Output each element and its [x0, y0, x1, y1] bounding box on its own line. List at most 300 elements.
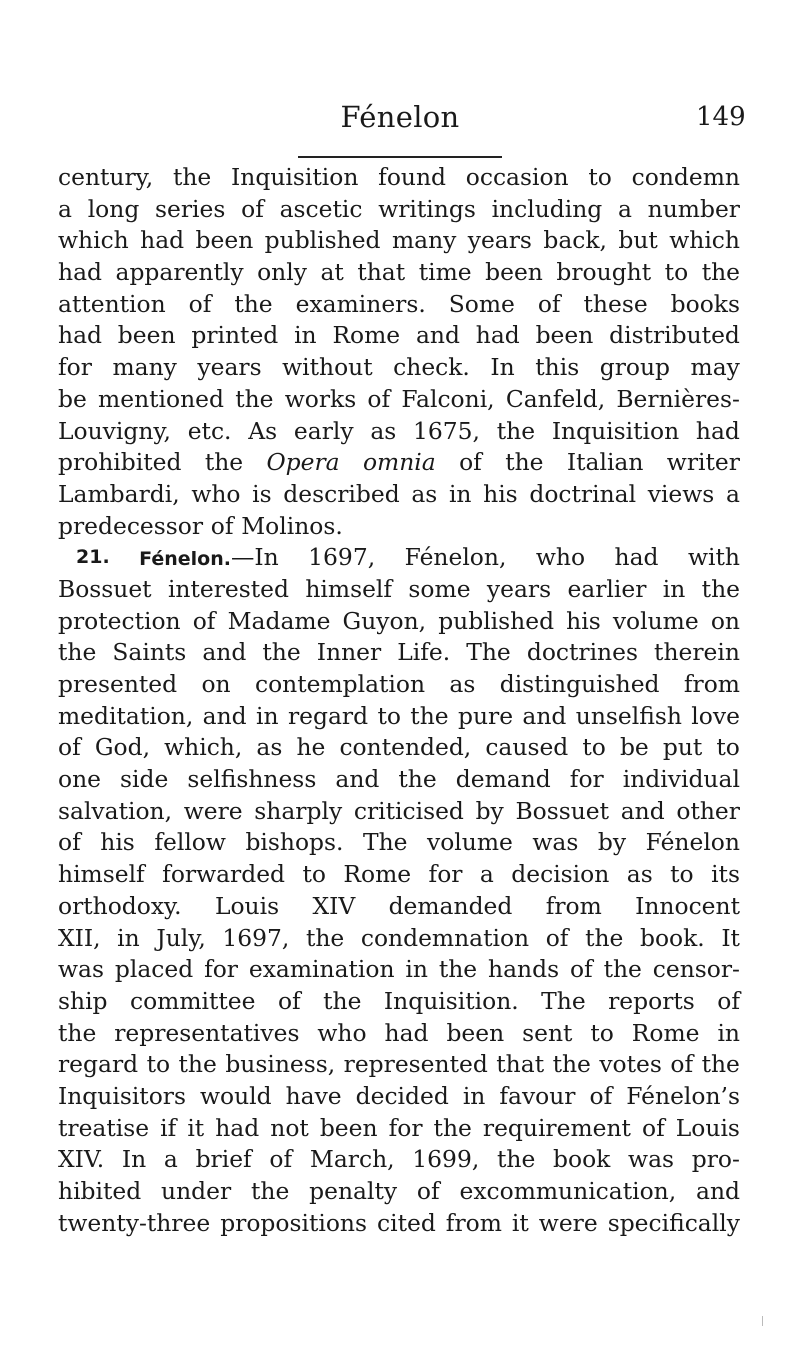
word: had [384, 1018, 429, 1047]
word: criticised [353, 796, 464, 825]
text-line [58, 1144, 740, 1176]
word: Louis [675, 1113, 740, 1142]
word: selfishness [187, 765, 317, 794]
word: if [160, 1113, 177, 1142]
word: he [296, 733, 326, 762]
word: it [187, 1113, 205, 1142]
body-text [58, 162, 740, 1239]
word: brought [556, 258, 652, 287]
word: of [641, 1113, 665, 1142]
word: regard [58, 1050, 139, 1079]
word: salvation, [58, 796, 173, 825]
word: with [688, 543, 740, 572]
word: Italian [566, 448, 644, 477]
word: specifically [607, 1208, 740, 1237]
word: Fénelon’s [626, 1081, 740, 1110]
word: As [248, 416, 278, 445]
word: in [448, 479, 472, 508]
word: hands [488, 955, 560, 984]
text-line [58, 574, 740, 606]
word: and [202, 638, 247, 667]
word: a [58, 194, 72, 223]
word: sharply [254, 796, 343, 825]
word: and [696, 1177, 740, 1205]
word: interested [167, 574, 289, 603]
word: In [121, 1145, 147, 1174]
word: the [701, 258, 740, 287]
word: published [264, 226, 381, 255]
word: Louis [214, 891, 280, 920]
word: votes [599, 1050, 662, 1079]
word: the [234, 289, 273, 318]
word: decided [355, 1081, 449, 1110]
word: doctrinal [529, 479, 637, 508]
word: Opera [266, 448, 340, 477]
word: side [120, 765, 169, 794]
word: and [620, 796, 665, 825]
word: had [58, 321, 102, 350]
text-line [58, 447, 740, 479]
text-line [58, 479, 740, 511]
word: years [197, 353, 262, 382]
word: The [466, 638, 511, 667]
word: to [582, 733, 606, 762]
word: to [377, 701, 401, 730]
word: Molinos. [241, 511, 343, 540]
word: was [58, 955, 104, 984]
word: have [285, 1081, 342, 1110]
word: requirement [482, 1113, 631, 1142]
text-line [58, 194, 740, 226]
word: and [335, 765, 380, 794]
word: of [589, 1081, 613, 1110]
word: to [588, 163, 612, 191]
word: cited [377, 1208, 436, 1237]
text-line [58, 1018, 740, 1050]
word: Louvigny, [58, 416, 171, 445]
word: had [614, 543, 659, 572]
word: book. [639, 923, 705, 952]
word: condemn [631, 163, 740, 191]
word: the [323, 986, 362, 1015]
word: Fénelon, [404, 543, 507, 572]
word: series [155, 194, 226, 223]
word: demanded [388, 891, 513, 920]
word: but [618, 226, 658, 255]
word: the [410, 701, 449, 730]
word: 1697, [308, 543, 376, 572]
word: be [58, 384, 87, 413]
word: examination [248, 955, 395, 984]
word: the [172, 163, 212, 191]
word: presented [58, 670, 178, 698]
word: Bossuet [58, 574, 152, 603]
word: examiners. [295, 289, 426, 318]
word: Inquisitors [58, 1081, 186, 1110]
word: attention [58, 289, 166, 318]
word: and [202, 701, 247, 730]
word: of [569, 955, 593, 984]
word: the [58, 638, 97, 667]
page-header [0, 98, 800, 146]
word: for [204, 955, 238, 984]
word: The [362, 828, 408, 857]
word: Madame [227, 606, 331, 635]
word: Innocent [635, 891, 740, 920]
scan-mark [762, 1316, 763, 1326]
word: years [486, 574, 552, 603]
word: on [201, 670, 231, 698]
word: the [204, 448, 244, 477]
word: of [241, 194, 264, 223]
page-number: 149 [696, 102, 746, 132]
word: of [58, 828, 81, 857]
word: writer [666, 448, 740, 477]
word: his [483, 479, 518, 508]
word: omnia [362, 448, 436, 477]
word: March, [309, 1145, 395, 1174]
word: the [603, 955, 642, 984]
word: orthodoxy. [58, 891, 182, 920]
word: a [617, 194, 632, 223]
word: number [647, 194, 740, 223]
word: one [58, 765, 101, 794]
text-line [58, 1049, 740, 1081]
word: for [569, 765, 604, 794]
text-line [58, 637, 740, 669]
word: from [683, 670, 740, 698]
word: Some [448, 289, 515, 318]
word: his [566, 606, 601, 635]
word: of [545, 923, 569, 952]
word: Inner [316, 638, 382, 667]
word: penalty [309, 1177, 398, 1205]
word: who [535, 543, 586, 572]
text-line [58, 669, 740, 701]
word: July, [156, 923, 206, 952]
word: been [446, 1018, 505, 1047]
word: etc. [187, 416, 232, 445]
word: distributed [609, 321, 740, 350]
word: the [496, 416, 536, 445]
word: other [676, 796, 740, 825]
word: Inquisition [551, 416, 680, 445]
text-line [58, 1176, 740, 1208]
word: to [302, 860, 326, 889]
text-line [58, 416, 740, 448]
word: of [277, 986, 301, 1015]
word: had [215, 1113, 260, 1142]
word: been [485, 258, 543, 287]
word: long [87, 194, 140, 223]
word: business, [225, 1050, 336, 1079]
word: placed [114, 955, 194, 984]
word: XIV [312, 891, 356, 920]
word: forwarded [162, 860, 286, 889]
text-line [58, 954, 740, 986]
word: Canfeld, [505, 384, 606, 413]
word: fellow [154, 828, 226, 857]
word: 1697, [222, 923, 290, 952]
word: ship [58, 986, 108, 1015]
text-line [58, 1081, 740, 1113]
word: his [100, 828, 135, 857]
word: propositions [220, 1208, 367, 1237]
word: been [319, 1113, 378, 1142]
word: committee [129, 986, 256, 1015]
word: of [192, 606, 216, 635]
word: in [117, 923, 140, 952]
word: prohibited [58, 448, 182, 477]
text-line [58, 542, 740, 574]
word: which [669, 226, 740, 255]
word: represented [343, 1050, 488, 1079]
word: of [416, 1177, 440, 1205]
word: to [590, 1018, 614, 1047]
word: the [701, 574, 740, 603]
word: love [691, 701, 740, 730]
header-rule [298, 156, 502, 158]
text-line [58, 320, 740, 352]
text-line [58, 827, 740, 859]
word: representatives [114, 1018, 300, 1047]
word: 1675, [413, 416, 480, 445]
word: it [511, 1208, 529, 1237]
word: It [721, 923, 740, 952]
word: published [438, 606, 555, 635]
word: was [628, 1145, 675, 1174]
word: of [269, 1145, 293, 1174]
word: mentioned [98, 384, 224, 413]
word: Bernières- [616, 384, 740, 413]
running-title: Fénelon [340, 100, 460, 134]
word: therein [654, 638, 740, 667]
word: to [716, 733, 740, 762]
word: many [112, 353, 177, 382]
word: back, [543, 226, 607, 255]
word: apparently [115, 258, 244, 287]
word: occasion [465, 163, 569, 191]
word: regard [287, 701, 369, 730]
word: printed [191, 321, 279, 350]
word: a [725, 479, 740, 508]
word: for [388, 1113, 423, 1142]
word: In [490, 353, 515, 382]
word: had [475, 321, 520, 350]
word: of [58, 733, 81, 762]
text-line [58, 986, 740, 1018]
word: the [585, 923, 624, 952]
word: Inquisition [231, 163, 359, 191]
word: been [535, 321, 594, 350]
word: in [405, 955, 428, 984]
word: of [210, 511, 234, 540]
word: books [670, 289, 740, 318]
text-line [58, 511, 740, 543]
word: to [664, 258, 689, 287]
word: bishops. [245, 828, 344, 857]
word: the [251, 1177, 290, 1205]
word: as [449, 670, 476, 698]
word: treatise [58, 1113, 150, 1142]
word: at [320, 258, 344, 287]
word: group [599, 353, 671, 382]
word: in [717, 1018, 740, 1047]
word: from [445, 1208, 502, 1237]
word: in [662, 574, 686, 603]
word: XII, [58, 923, 101, 952]
word: time [418, 258, 472, 287]
word: hibited [58, 1177, 142, 1205]
word: check. [393, 353, 470, 382]
word: pure [457, 701, 514, 730]
word: century, [58, 163, 154, 191]
text-line [58, 606, 740, 638]
word: the [262, 638, 301, 667]
word: as [626, 860, 653, 889]
word: which, [164, 733, 243, 762]
word: not [270, 1113, 309, 1142]
word: 1699, [412, 1145, 480, 1174]
word: from [545, 891, 602, 920]
word: many [391, 226, 457, 255]
word: to [670, 860, 694, 889]
word: of [459, 448, 482, 477]
word: as [370, 416, 397, 445]
word: doctrines [526, 638, 638, 667]
text-line [58, 162, 740, 194]
text-line [58, 891, 740, 923]
word: pro- [691, 1145, 740, 1174]
word: the [701, 1050, 740, 1079]
word: the [438, 955, 478, 984]
word: unselfish [575, 701, 682, 730]
word: some [408, 574, 471, 603]
text-line [58, 796, 740, 828]
text-line [58, 1113, 740, 1145]
word: and [415, 321, 460, 350]
word: be [619, 733, 649, 762]
word: contemplation [254, 670, 426, 698]
word: Inquisition. [383, 986, 519, 1015]
text-line [58, 859, 740, 891]
word: the [398, 765, 437, 794]
word: works [284, 384, 357, 413]
word: the [58, 1018, 97, 1047]
word: Rome [631, 1018, 700, 1047]
word: that [496, 1050, 545, 1079]
word: protection [58, 606, 181, 635]
word: on [710, 606, 740, 635]
word: Bossuet [515, 796, 610, 825]
word: book [553, 1145, 611, 1174]
word: early [293, 416, 354, 445]
word: demand [455, 765, 551, 794]
word: Rome [332, 321, 401, 350]
word: and [522, 701, 567, 730]
word: the [235, 384, 274, 413]
word: in [462, 1081, 486, 1110]
word: individual [622, 765, 740, 794]
word: including [491, 194, 603, 223]
word: decision [511, 860, 610, 889]
word: excommunication, [459, 1177, 677, 1205]
word: had [140, 226, 185, 255]
word: The [541, 986, 586, 1015]
word: contended, [339, 733, 472, 762]
word: earlier [567, 574, 647, 603]
word: to [146, 1050, 171, 1079]
word: condemnation [360, 923, 530, 952]
text-line [58, 289, 740, 321]
word: Fénelon [645, 828, 740, 857]
word: the [496, 1145, 536, 1174]
word: would [199, 1081, 272, 1110]
text-line [58, 257, 740, 289]
word: of [537, 289, 561, 318]
text-line [58, 1208, 740, 1240]
word: of [188, 289, 212, 318]
word: for [58, 353, 92, 382]
word: only [257, 258, 307, 287]
word: in [294, 321, 317, 350]
word: without [282, 353, 373, 382]
word: himself [58, 860, 145, 889]
word: who [191, 479, 241, 508]
word: views [647, 479, 715, 508]
word: of [367, 384, 391, 413]
word: volume [612, 606, 699, 635]
word: been [195, 226, 254, 255]
word: XIV. [58, 1145, 105, 1174]
text-line [58, 764, 740, 796]
word: this [535, 353, 580, 382]
word: under [161, 1177, 232, 1205]
word: writings [378, 194, 476, 223]
word: the [552, 1050, 591, 1079]
word: meditation, [58, 701, 194, 730]
word: sent [522, 1018, 573, 1047]
word: the [305, 923, 345, 952]
word: Life. [397, 638, 451, 667]
word: Lambardi, [58, 479, 180, 508]
word: put [662, 733, 703, 762]
word: 21. [76, 546, 110, 569]
word: caused [485, 733, 569, 762]
word: its [711, 860, 740, 889]
word: distinguished [499, 670, 660, 698]
word: was [532, 828, 579, 857]
word: a [163, 1145, 178, 1174]
word: the [505, 448, 544, 477]
word: the [178, 1050, 217, 1079]
word: ascetic [279, 194, 363, 223]
word: brief [195, 1145, 252, 1174]
word: censor- [652, 955, 740, 984]
word: favour [499, 1081, 576, 1110]
word: may [690, 353, 740, 382]
word: were [538, 1208, 598, 1237]
text-line [58, 225, 740, 257]
word: a [479, 860, 494, 889]
word: the [433, 1113, 472, 1142]
word: for [428, 860, 463, 889]
word: which [58, 226, 129, 255]
word: twenty-three [58, 1208, 211, 1237]
text-line [58, 384, 740, 416]
word: by [475, 796, 504, 825]
text-line [58, 701, 740, 733]
